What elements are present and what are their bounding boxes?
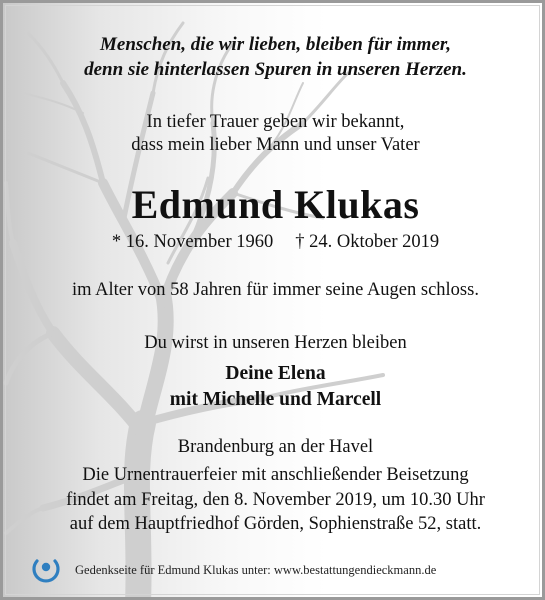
funeral-line-2: findet am Freitag, den 8. November 2019, um 10.30 Uhr bbox=[66, 490, 485, 510]
funeral-line-3: auf dem Hauptfriedhof Görden, Sophienstraße 52, statt. bbox=[69, 514, 482, 534]
signer-line-2: mit Michelle und Marcell bbox=[169, 389, 382, 410]
intro-line-1: In tiefer Trauer geben wir bekannt, bbox=[146, 112, 405, 132]
bestatter-logo-icon bbox=[31, 555, 61, 585]
deceased-name: Edmund Klukas bbox=[131, 182, 420, 227]
intro-line-2: dass mein lieber Mann und unser Vater bbox=[131, 135, 420, 155]
motto-line-1: Menschen, die wir lieben, bleiben für immer, bbox=[100, 34, 451, 55]
heart-line: Du wirst in unseren Herzen bleiben bbox=[144, 333, 407, 353]
birth-date: * 16. November 1960 bbox=[111, 232, 274, 252]
death-date: † 24. Oktober 2019 bbox=[295, 232, 440, 252]
memorial-page-text: Gedenkseite für Edmund Klukas unter: www.bestattungendieckmann.de bbox=[75, 563, 437, 577]
age-line: im Alter von 58 Jahren für immer seine Augen schloss. bbox=[72, 280, 479, 300]
life-dates bbox=[3, 231, 545, 253]
funeral-line-1: Die Urnentrauerfeier mit anschließender Beisetzung bbox=[82, 465, 469, 485]
signer-line-1: Deine Elena bbox=[225, 363, 326, 384]
motto-line-2: denn sie hinterlassen Spuren in unseren Herzen. bbox=[84, 59, 467, 80]
footer bbox=[3, 555, 545, 585]
place-line: Brandenburg an der Havel bbox=[177, 437, 374, 457]
